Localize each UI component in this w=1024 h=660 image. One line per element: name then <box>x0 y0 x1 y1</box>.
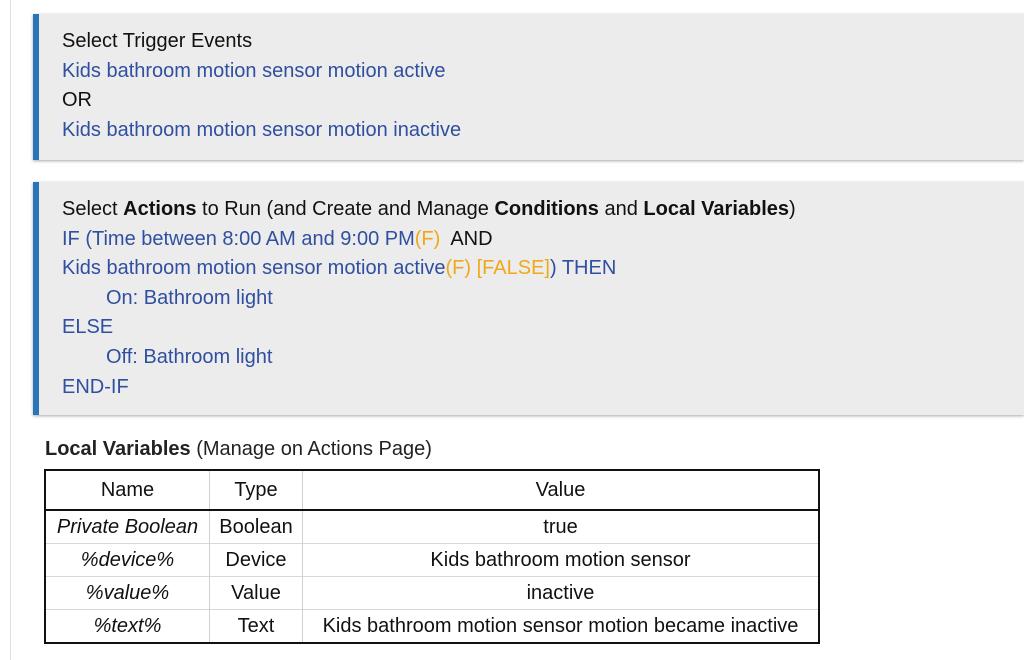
variable-name: %value% <box>45 577 210 610</box>
variable-name: Private Boolean <box>45 510 210 544</box>
off-action: Off: Bathroom light <box>106 345 273 368</box>
variable-type: Device <box>210 544 303 577</box>
if-line <box>62 225 1024 255</box>
trigger-or-label: OR <box>62 89 92 112</box>
motion-condition: Kids bathroom motion sensor motion active <box>62 257 446 280</box>
local-variables-label: Local Variables <box>45 438 191 460</box>
heading-text: and <box>598 198 644 220</box>
table-row <box>45 610 819 644</box>
trigger-event-inactive: Kids bathroom motion sensor motion inactive <box>62 118 462 141</box>
table-row <box>45 544 819 577</box>
actions-panel[interactable] <box>33 182 1024 415</box>
column-header-type: Type <box>210 470 303 510</box>
heading-conditions: Conditions <box>494 198 599 220</box>
then-keyword: ) THEN <box>549 257 617 280</box>
variable-name: %device% <box>45 544 210 577</box>
condition-flag: (F) [FALSE] <box>445 257 550 280</box>
heading-text: Select <box>62 198 124 220</box>
variable-value: Kids bathroom motion sensor <box>303 544 820 577</box>
local-variables-note: (Manage on Actions Page) <box>190 438 432 460</box>
variable-type: Text <box>210 610 303 644</box>
heading-text: to Run (and Create and Manage <box>196 198 495 220</box>
variable-type: Value <box>210 577 303 610</box>
on-action: On: Bathroom light <box>106 286 273 309</box>
condition-flag: (F) <box>414 227 441 250</box>
variable-value: inactive <box>303 577 820 610</box>
trigger-heading: Select Trigger Events <box>62 30 253 52</box>
and-operator: AND <box>440 227 493 250</box>
left-divider <box>10 0 11 660</box>
condition-line <box>62 254 1024 284</box>
variable-value: true <box>303 510 820 544</box>
trigger-event-active: Kids bathroom motion sensor motion active <box>62 59 446 82</box>
table-row <box>45 577 819 610</box>
else-keyword: ELSE <box>62 316 114 339</box>
table-header-row <box>45 470 819 510</box>
actions-heading <box>62 195 1024 225</box>
variable-value: Kids bathroom motion sensor motion became inactive <box>303 610 820 644</box>
variable-type: Boolean <box>210 510 303 544</box>
endif-keyword: END-IF <box>62 375 129 398</box>
if-condition: IF (Time between 8:00 AM and 9:00 PM <box>62 227 415 250</box>
trigger-events-panel[interactable] <box>33 14 1024 160</box>
table-row <box>45 510 819 544</box>
column-header-name: Name <box>45 470 210 510</box>
heading-actions: Actions <box>123 198 197 220</box>
heading-local-variables: Local Variables <box>643 198 790 220</box>
local-variables-title <box>45 438 432 461</box>
local-variables-table <box>44 469 820 644</box>
variable-name: %text% <box>45 610 210 644</box>
column-header-value: Value <box>303 470 820 510</box>
heading-text: ) <box>789 198 796 220</box>
